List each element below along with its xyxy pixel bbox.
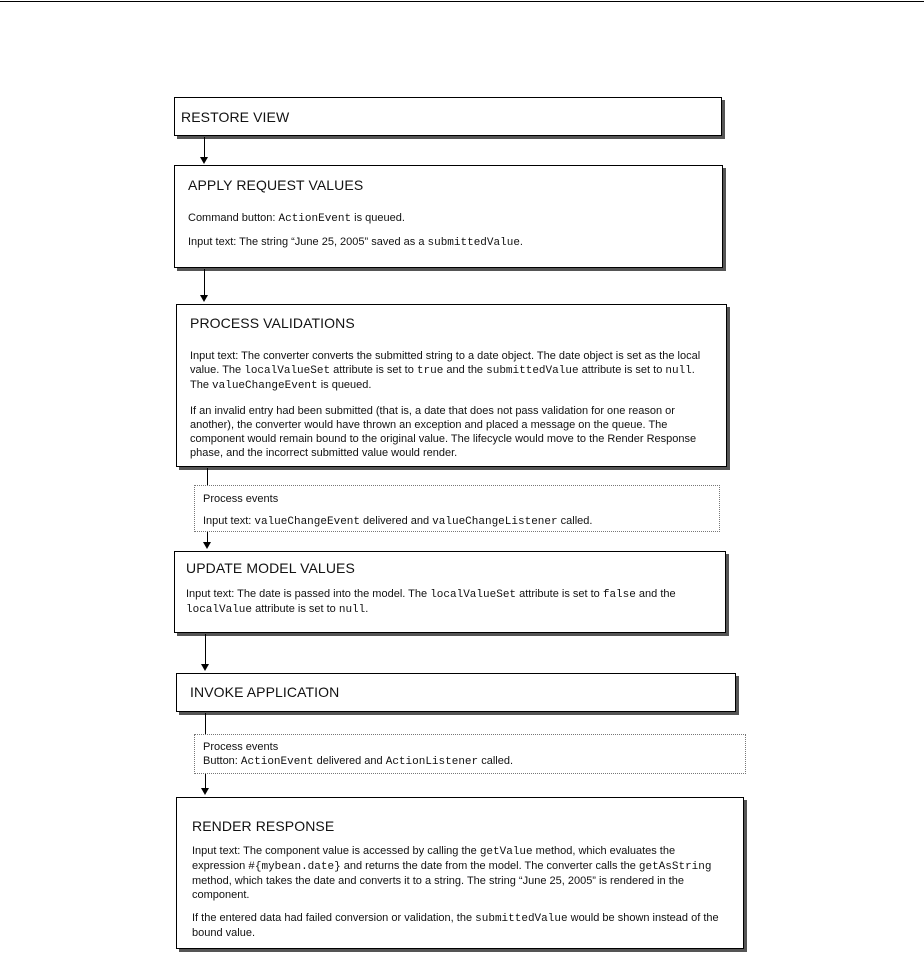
invoke-application-box [176, 673, 736, 712]
render-response-title: RENDER RESPONSE [192, 818, 335, 834]
restore-view-title: RESTORE VIEW [181, 109, 290, 125]
arrow-connector [207, 532, 208, 542]
validations-converter-text: Input text: The converter converts the submitted string to a date object. The date object is set as the local value. The localValueSet attribute is set to true and the submittedValue attribute is set to null. The valueChangeEvent is queued. [190, 350, 701, 392]
process-validations-title: PROCESS VALIDATIONS [190, 315, 355, 331]
validations-invalid-entry-text: If an invalid entry had been submitted (that is, a date that does not pass validation for one reason or another), the converter would have thrown an exception and placed a message on the queue. The component would remain bound to the original value. The lifecycle would move to the Render Response phase, and the incorrect submitted value would render. [190, 405, 697, 459]
process-validations-box [176, 304, 727, 467]
apply-command-button-text: Command button: ActionEvent is queued. [188, 212, 405, 225]
arrow-connector [205, 713, 206, 734]
arrow-connector [205, 774, 206, 788]
arrow-head [200, 157, 208, 164]
render-response-input-text: Input text: The component value is accessed by calling the getValue method, which evaluates the expression #{mybean.date} and returns the date from the model. The converter calls the getAsString method, which takes the date and converts it to a string. The string “June 25, 2005” is rendered in the component. [192, 845, 712, 901]
process-events-box [194, 734, 746, 774]
process-events-label: Process events [203, 493, 279, 505]
arrow-connector [204, 137, 205, 157]
arrow-connector [204, 269, 205, 295]
restore-view-box [174, 97, 722, 136]
render-response-box [176, 797, 744, 949]
top-rule [0, 1, 924, 2]
update-model-values-title: UPDATE MODEL VALUES [186, 560, 355, 576]
arrow-head [200, 295, 208, 302]
process-events-label: Process events [203, 741, 279, 753]
apply-request-values-box [174, 165, 723, 268]
apply-input-text: Input text: The string “June 25, 2005” saved as a submittedValue. [188, 236, 523, 249]
apply-request-values-title: APPLY REQUEST VALUES [188, 177, 364, 193]
process-events-action-text: Button: ActionEvent delivered and ActionListener called. [203, 755, 513, 768]
render-response-failed-text: If the entered data had failed conversion or validation, the submittedValue would be shown instead of the bound value. [192, 912, 719, 939]
arrow-head [201, 664, 209, 671]
update-model-values-box [174, 551, 726, 633]
arrow-head [203, 542, 211, 549]
update-model-values-text: Input text: The date is passed into the model. The localValueSet attribute is set to false and the localValue attribute is set to null. [186, 588, 676, 616]
invoke-application-title: INVOKE APPLICATION [190, 684, 340, 700]
arrow-head [201, 788, 209, 795]
process-events-value-change-text: Input text: valueChangeEvent delivered and valueChangeListener called. [203, 515, 593, 528]
arrow-connector [207, 468, 208, 486]
arrow-connector [205, 634, 206, 664]
process-events-box [194, 485, 720, 532]
